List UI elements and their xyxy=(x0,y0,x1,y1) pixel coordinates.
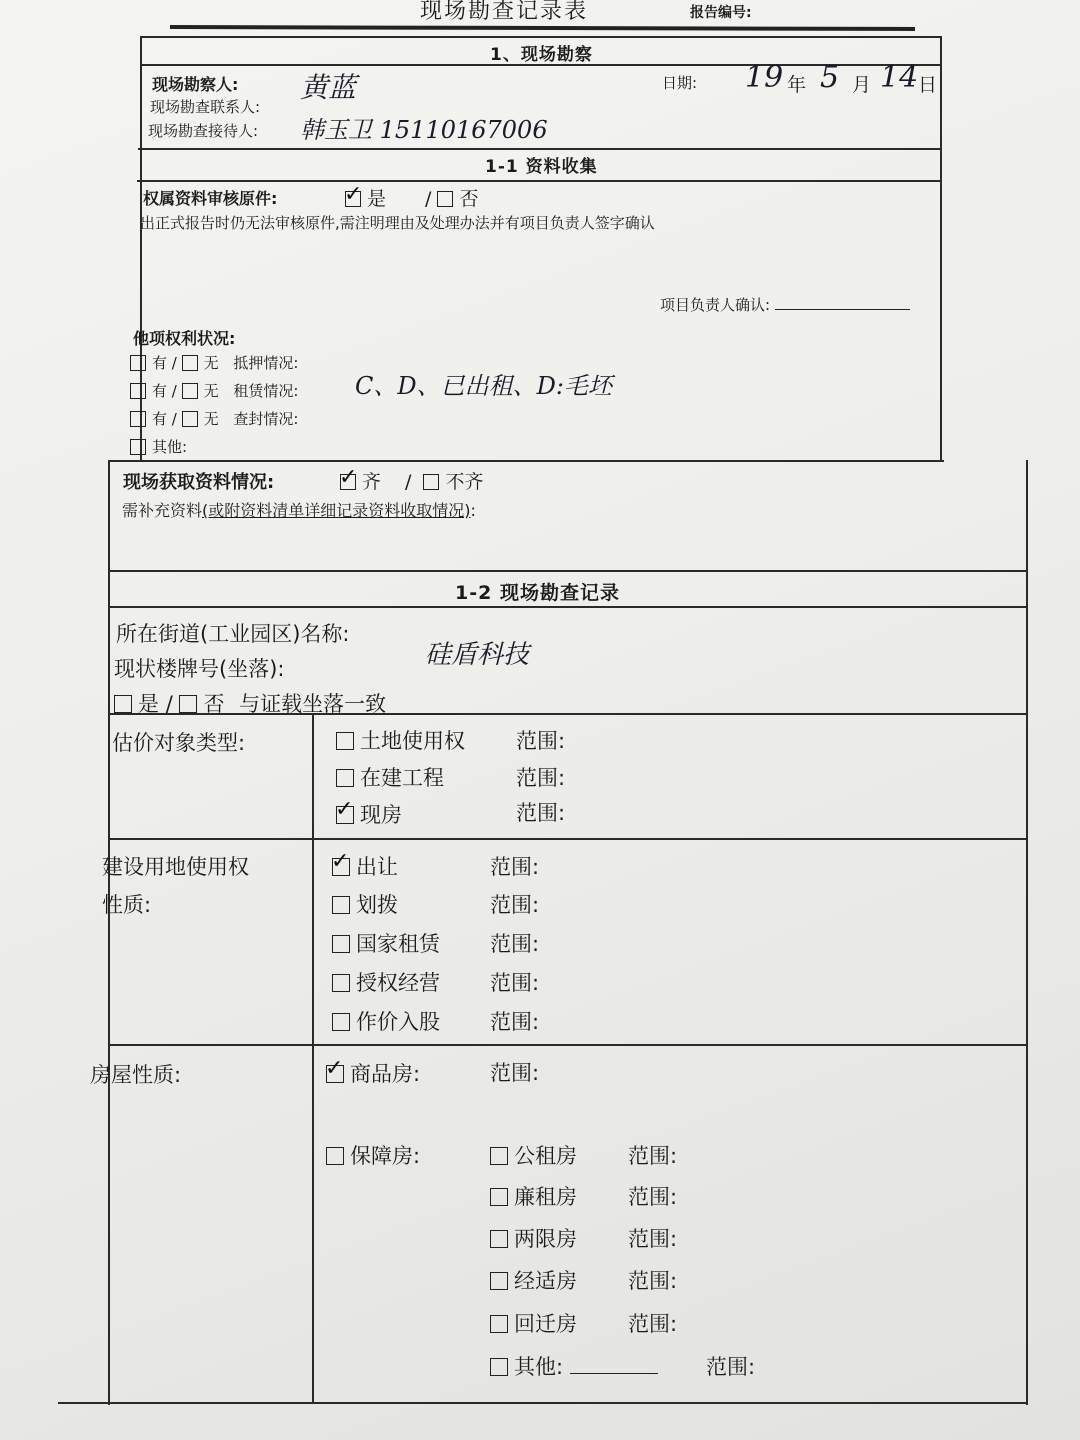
ownership-no[interactable] xyxy=(425,184,478,211)
scope-label: 范围: xyxy=(628,1144,678,1168)
commodity-house-label: 商品房: xyxy=(350,1062,421,1086)
other-rights-checkbox[interactable] xyxy=(130,439,146,455)
guarantee-type-label: 两限房 xyxy=(514,1227,577,1251)
date-day-value[interactable]: 14 xyxy=(880,60,919,95)
building-number-label: 现状楼牌号(坐落): xyxy=(114,657,285,681)
land-use-option-label: 作价入股 xyxy=(356,1010,440,1034)
slash-separator: / xyxy=(425,188,438,210)
row-divider xyxy=(137,180,942,182)
rights-row-other xyxy=(130,436,187,457)
scope-label: 范围: xyxy=(490,932,540,956)
object-type-label: 估价对象类型: xyxy=(112,731,246,755)
guarantee-type-checkbox[interactable] xyxy=(490,1188,508,1206)
row-divider xyxy=(108,1044,1028,1046)
ownership-yes-checkbox[interactable] xyxy=(344,181,363,207)
rights-row-lease xyxy=(130,380,298,401)
receiver-value[interactable]: 韩玉卫 15110167006 xyxy=(300,116,548,144)
check-mark-icon: ✓ xyxy=(339,464,358,490)
slash-separator: / xyxy=(171,354,182,372)
project-manager-confirm-text: 项目负责人确认: xyxy=(660,296,771,314)
land-use-option-label: 授权经营 xyxy=(356,971,440,995)
supplement-row xyxy=(122,498,476,521)
none-label: 无 xyxy=(203,354,219,372)
land-use-checkbox[interactable] xyxy=(332,1013,350,1031)
slash-separator: / xyxy=(171,410,182,428)
scope-label: 范围: xyxy=(516,766,566,790)
land-use-option-label: 划拨 xyxy=(356,893,398,917)
land-use-checkbox[interactable] xyxy=(332,935,350,953)
land-use-option-label: 出让 xyxy=(356,855,398,879)
row-divider xyxy=(138,148,942,150)
guarantee-type-checkbox[interactable] xyxy=(490,1147,508,1165)
house-nature-label: 房屋性质: xyxy=(90,1063,182,1087)
guarantee-option-other[interactable] xyxy=(490,1351,658,1381)
guarantee-option[interactable] xyxy=(490,1265,577,1295)
land-use-checkbox[interactable] xyxy=(332,896,350,914)
lease-has-checkbox[interactable] xyxy=(130,383,146,399)
ownership-label: 权属资料审核原件: xyxy=(143,189,278,208)
scope-label: 范围: xyxy=(628,1185,678,1209)
ownership-no-label: 否 xyxy=(459,188,479,210)
incomplete-label: 不齐 xyxy=(445,471,484,493)
scope-label: 范围: xyxy=(706,1355,756,1379)
complete-label: 齐 xyxy=(362,471,382,493)
date-month-value[interactable]: 5 xyxy=(820,60,840,95)
inspector-value[interactable]: 黄蓝 xyxy=(300,71,357,104)
table-right-border-bottom xyxy=(1026,460,1028,1405)
commodity-house-checkbox[interactable] xyxy=(325,1056,344,1083)
land-use-checkbox[interactable] xyxy=(331,849,350,876)
land-use-right-label: 土地使用权 xyxy=(360,729,465,753)
obtained-incomplete[interactable] xyxy=(405,467,484,494)
land-use-label-line2: 性质: xyxy=(102,893,152,917)
table-bottom-border xyxy=(58,1402,1028,1404)
existing-house-checkbox[interactable] xyxy=(335,797,354,824)
incomplete-checkbox[interactable] xyxy=(423,474,439,490)
street-label: 所在街道(工业园区)名称: xyxy=(116,622,350,646)
mortgage-none-checkbox[interactable] xyxy=(182,355,198,371)
scope-label: 范围: xyxy=(490,1010,540,1034)
date-month-unit: 月 xyxy=(852,74,872,96)
scope-label: 范围: xyxy=(628,1269,678,1293)
land-use-label-line1: 建设用地使用权 xyxy=(102,855,249,879)
date-year-value[interactable]: 19 xyxy=(745,60,784,95)
scope-label: 范围: xyxy=(628,1312,678,1336)
other-label: 其他: xyxy=(152,438,188,456)
section-1-2-heading: 1-2 现场勘查记录 xyxy=(455,582,620,604)
column-divider xyxy=(312,713,314,1404)
commodity-house-option[interactable] xyxy=(326,1058,420,1088)
object-type-existing[interactable] xyxy=(336,799,402,829)
land-use-option-label: 国家租赁 xyxy=(356,932,440,956)
guarantee-type-label: 经适房 xyxy=(514,1269,577,1293)
none-label: 无 xyxy=(203,410,219,428)
lease-value[interactable]: C、D、已出租、D:毛坯 xyxy=(355,372,612,400)
street-value[interactable]: 硅盾科技 xyxy=(425,640,530,670)
ownership-yes[interactable] xyxy=(344,181,387,211)
supplement-note: (或附资料清单详细记录资料收取情况) xyxy=(202,501,471,520)
mortgage-has-checkbox[interactable] xyxy=(130,355,146,371)
has-label: 有 xyxy=(152,354,168,372)
header-rule xyxy=(170,25,915,31)
scope-label: 范围: xyxy=(490,971,540,995)
scope-label: 范围: xyxy=(490,893,540,917)
row-divider xyxy=(108,838,1028,840)
scope-label: 范围: xyxy=(516,729,566,753)
check-mark-icon: ✓ xyxy=(335,797,354,822)
consistent-no-checkbox[interactable] xyxy=(179,695,197,713)
seizure-has-checkbox[interactable] xyxy=(130,411,146,427)
has-label: 有 xyxy=(152,410,168,428)
guarantee-other-label: 其他: xyxy=(514,1355,564,1379)
land-use-option[interactable] xyxy=(332,928,440,958)
supplement-label: 需补充资料 xyxy=(122,501,203,520)
guarantee-option[interactable] xyxy=(490,1140,577,1170)
ownership-yes-label: 是 xyxy=(367,188,387,210)
project-manager-confirm-label xyxy=(660,294,910,315)
report-number-label: 报告编号: xyxy=(690,5,752,21)
land-use-option[interactable] xyxy=(332,851,398,881)
guarantee-type-label: 公租房 xyxy=(514,1144,577,1168)
lease-none-checkbox[interactable] xyxy=(182,383,198,399)
row-divider xyxy=(108,606,1028,608)
consistent-no-label: 否 xyxy=(203,692,225,716)
guarantee-option[interactable] xyxy=(490,1308,577,1338)
date-year-unit: 年 xyxy=(787,74,807,96)
check-mark-icon: ✓ xyxy=(325,1056,344,1081)
contact-label: 现场勘查联系人: xyxy=(150,98,261,116)
slash-separator: / xyxy=(165,692,180,716)
project-manager-signature-field[interactable] xyxy=(775,295,910,310)
guarantee-house-option[interactable] xyxy=(326,1140,420,1170)
consistent-text: 与证载坐落一致 xyxy=(239,692,387,716)
date-day-unit: 日 xyxy=(918,74,938,96)
mortgage-label: 抵押情况: xyxy=(233,354,299,372)
seizure-label: 查封情况: xyxy=(233,410,299,428)
table-right-border-top xyxy=(940,36,942,460)
land-use-checkbox[interactable] xyxy=(332,974,350,992)
under-construction-label: 在建工程 xyxy=(360,766,444,790)
check-mark-icon: ✓ xyxy=(344,181,363,207)
existing-house-label: 现房 xyxy=(360,803,402,827)
slash-separator: / xyxy=(171,382,182,400)
guarantee-option[interactable] xyxy=(490,1181,577,1211)
rights-row-mortgage xyxy=(130,352,298,373)
guarantee-type-checkbox[interactable] xyxy=(490,1315,508,1333)
ownership-no-checkbox[interactable] xyxy=(437,191,453,207)
other-rights-label: 他项权利状况: xyxy=(133,329,236,348)
form-title: 现场勘查记录表 xyxy=(420,0,589,24)
row-divider xyxy=(110,460,944,462)
complete-checkbox[interactable] xyxy=(339,464,358,490)
table-left-border-bottom xyxy=(108,460,110,1405)
receiver-label: 现场勘查接待人: xyxy=(148,122,259,140)
land-use-option[interactable] xyxy=(332,889,398,919)
inspector-label: 现场勘察人: xyxy=(152,75,239,94)
seizure-none-checkbox[interactable] xyxy=(182,411,198,427)
guarantee-house-label: 保障房: xyxy=(350,1144,421,1168)
ownership-note: 出正式报告时仍无法审核原件,需注明理由及处理办法并有项目负责人签字确认 xyxy=(140,214,655,232)
guarantee-other-checkbox[interactable] xyxy=(490,1358,508,1376)
has-label: 有 xyxy=(152,382,168,400)
consistent-yes-checkbox[interactable] xyxy=(114,695,132,713)
guarantee-type-label: 回迁房 xyxy=(514,1312,577,1336)
land-use-right-checkbox[interactable] xyxy=(336,732,354,750)
guarantee-type-label: 廉租房 xyxy=(514,1185,577,1209)
guarantee-option[interactable] xyxy=(490,1223,577,1253)
obtained-label: 现场获取资料情况: xyxy=(123,472,275,493)
guarantee-other-field[interactable] xyxy=(570,1357,658,1374)
rights-row-seizure xyxy=(130,408,298,429)
supplement-colon: : xyxy=(470,501,476,520)
under-construction-checkbox[interactable] xyxy=(336,769,354,787)
guarantee-type-checkbox[interactable] xyxy=(490,1230,508,1248)
section-1-heading: 1、现场勘察 xyxy=(490,45,593,65)
scope-label: 范围: xyxy=(490,855,540,879)
lease-label: 租赁情况: xyxy=(233,382,299,400)
none-label: 无 xyxy=(203,382,219,400)
scope-label: 范围: xyxy=(516,801,566,825)
row-divider xyxy=(108,570,1028,572)
consistency-row xyxy=(114,688,386,718)
section-1-1-heading: 1-1 资料收集 xyxy=(485,157,598,177)
object-type-construction[interactable] xyxy=(336,762,444,792)
scope-label: 范围: xyxy=(490,1061,540,1085)
object-type-land[interactable] xyxy=(336,725,465,755)
guarantee-house-checkbox[interactable] xyxy=(326,1147,344,1165)
slash-separator: / xyxy=(405,471,424,493)
land-use-option[interactable] xyxy=(332,967,440,997)
date-label: 日期: xyxy=(662,74,698,92)
consistent-yes-label: 是 xyxy=(138,692,159,716)
table-top-border xyxy=(140,36,942,38)
check-mark-icon: ✓ xyxy=(331,849,350,874)
scope-label: 范围: xyxy=(628,1227,678,1251)
obtained-complete[interactable] xyxy=(339,464,382,494)
land-use-option[interactable] xyxy=(332,1006,440,1036)
guarantee-type-checkbox[interactable] xyxy=(490,1272,508,1290)
